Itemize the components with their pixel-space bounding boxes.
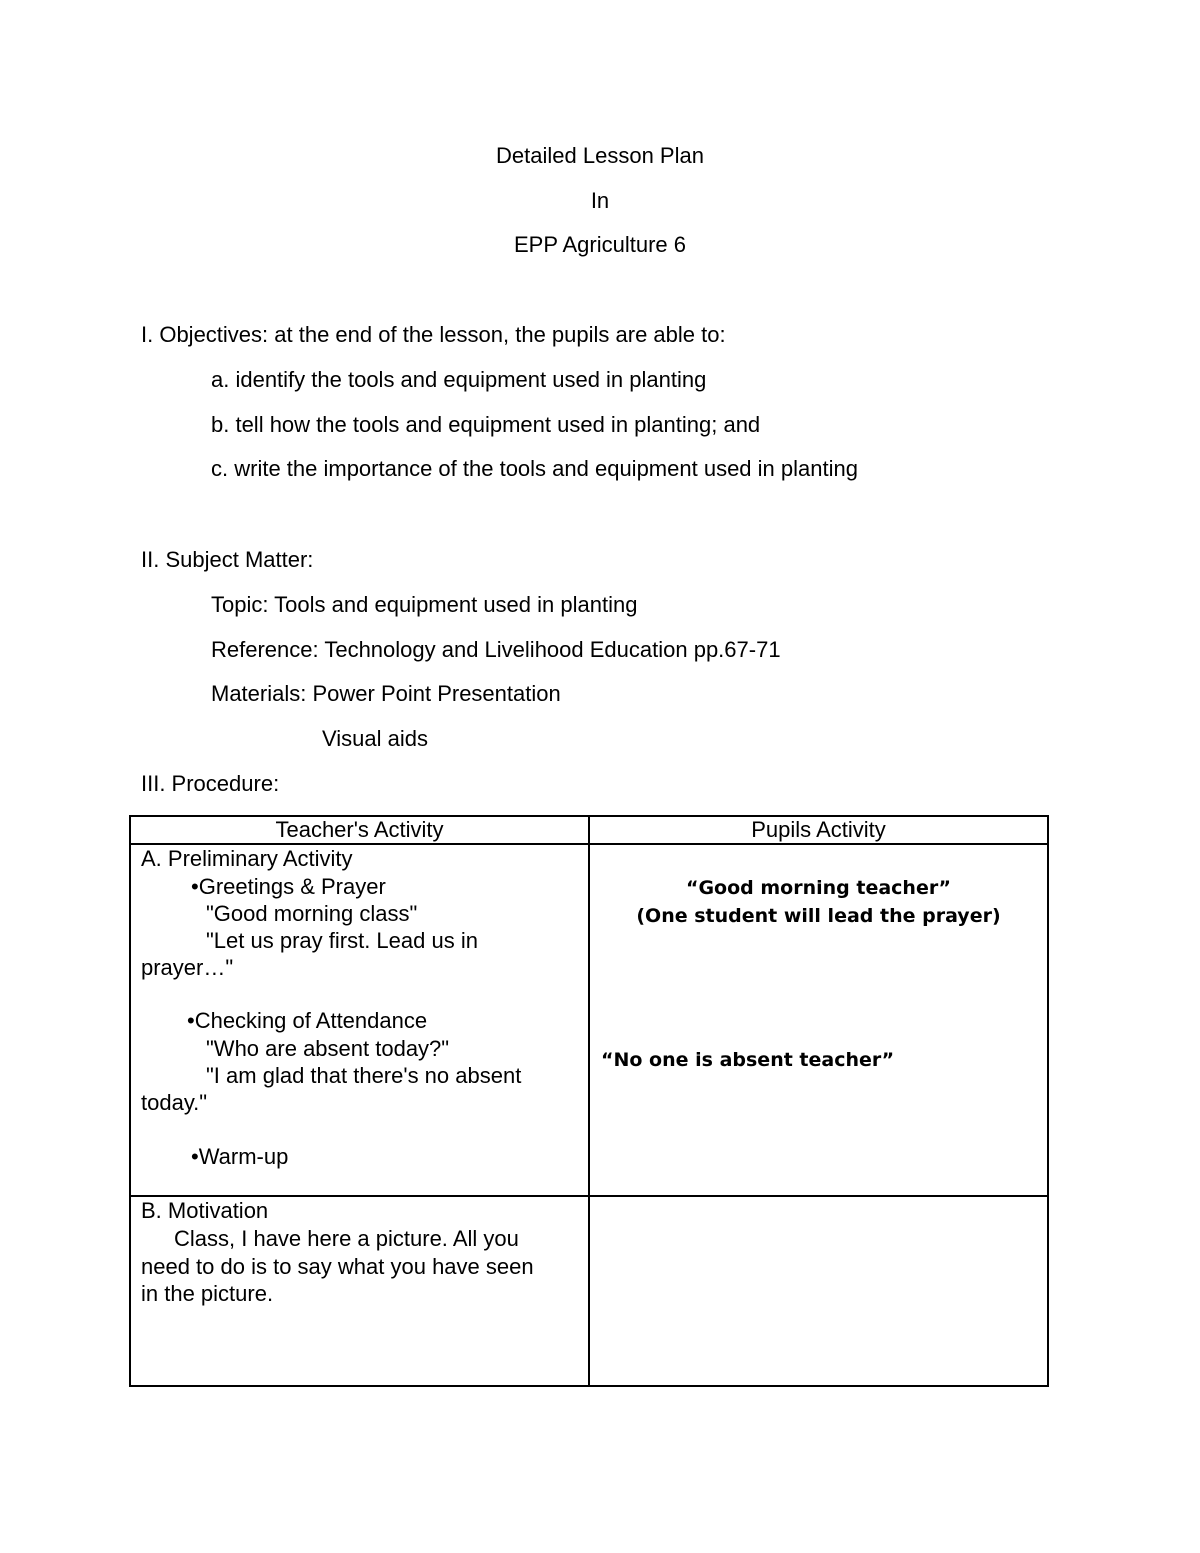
objectives-heading: I. Objectives: at the end of the lesson, the pupils are able to: (141, 322, 726, 347)
document-title: Detailed Lesson Plan (496, 143, 704, 168)
teacher-line: Class, I have here a picture. All you (174, 1226, 519, 1251)
motivation-heading: B. Motivation (141, 1198, 269, 1223)
document-title-in: In (590, 188, 610, 213)
teacher-line: "Let us pray first. Lead us in (206, 928, 478, 953)
subject-matter-materials: Materials: Power Point Presentation (211, 681, 561, 706)
subject-matter-reference: Reference: Technology and Livelihood Education pp.67-71 (211, 637, 781, 662)
objective-item-c: c. write the importance of the tools and equipment used in planting (211, 456, 858, 481)
pupil-response: (One student will lead the prayer) (636, 905, 1001, 927)
greetings-prayer-bullet: •Greetings & Prayer (191, 874, 386, 899)
warm-up-bullet: •Warm-up (191, 1144, 289, 1169)
subject-matter-topic: Topic: Tools and equipment used in planting (211, 592, 638, 617)
table-row (130, 844, 1048, 1196)
pupils-cell-motivation (589, 1196, 1048, 1386)
teacher-line: "Good morning class" (206, 901, 418, 926)
subject-matter-materials-2: Visual aids (322, 726, 428, 751)
objective-item-b: b. tell how the tools and equipment used in planting; and (211, 412, 761, 437)
teacher-line: need to do is to say what you have seen (141, 1254, 534, 1279)
teacher-cell-preliminary (130, 844, 589, 1196)
teacher-line: "Who are absent today?" (206, 1036, 450, 1061)
objective-item-a: a. identify the tools and equipment used in planting (211, 367, 707, 392)
pupil-response: “Good morning teacher” (685, 877, 952, 899)
table-row (130, 1196, 1048, 1386)
teacher-line: in the picture. (141, 1281, 274, 1306)
procedure-table-header (130, 816, 1048, 844)
preliminary-activity-heading: A. Preliminary Activity (141, 846, 353, 871)
document-subject: EPP Agriculture 6 (513, 232, 687, 257)
teacher-cell-motivation (130, 1196, 589, 1386)
pupils-cell-preliminary (589, 844, 1048, 1196)
teacher-line: prayer…" (141, 955, 234, 980)
pupil-response: “No one is absent teacher” (601, 1049, 895, 1071)
teacher-line: "I am glad that there's no absent (206, 1063, 522, 1088)
procedure-table (129, 815, 1049, 1387)
column-header-pupils: Pupils Activity (589, 816, 1048, 844)
procedure-heading: III. Procedure: (141, 771, 280, 796)
checking-attendance-bullet: •Checking of Attendance (187, 1008, 428, 1033)
column-header-teacher: Teacher's Activity (130, 816, 589, 844)
subject-matter-heading: II. Subject Matter: (141, 547, 314, 572)
teacher-line: today." (141, 1090, 208, 1115)
